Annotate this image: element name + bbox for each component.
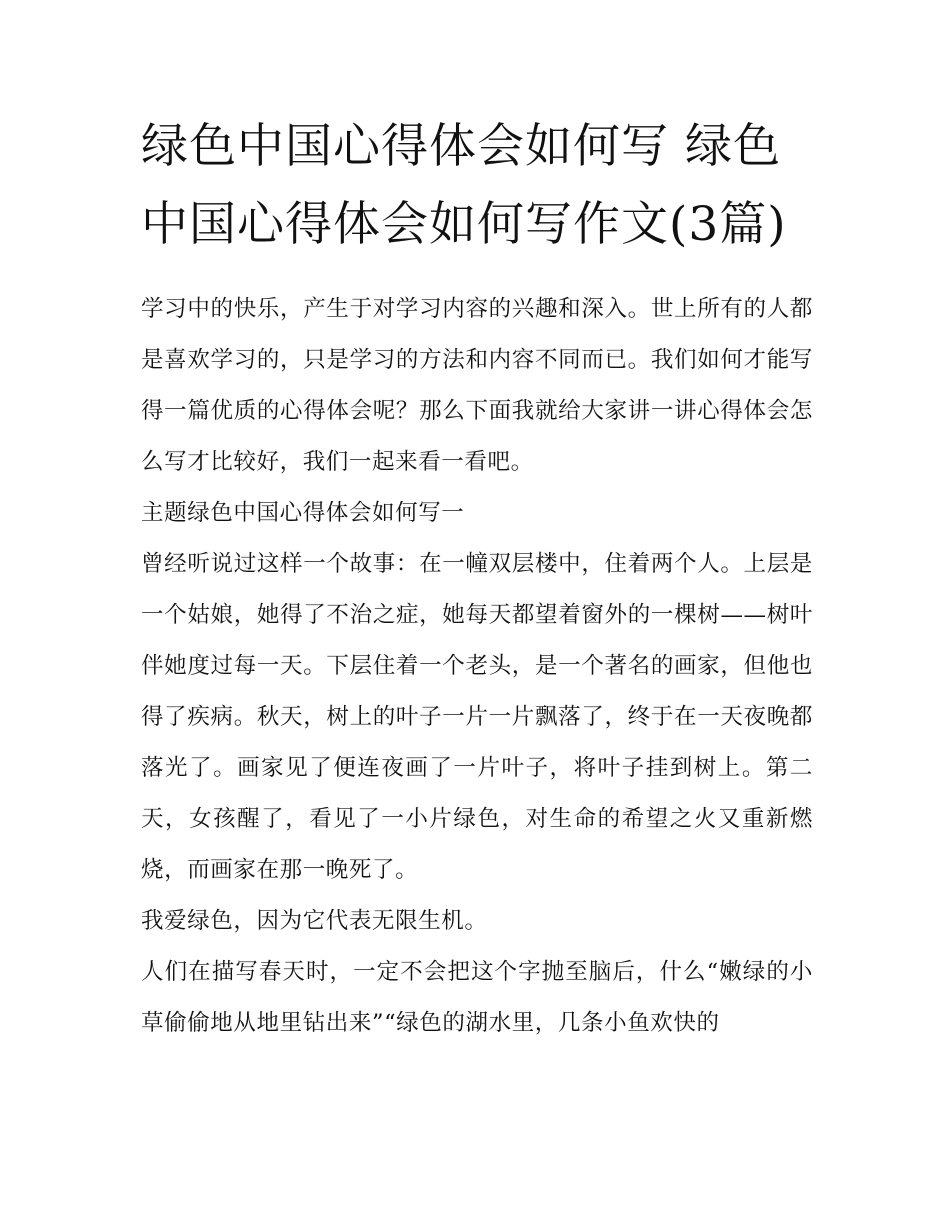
body-paragraph: 我爱绿色，因为它代表无限生机。 (141, 908, 488, 934)
story-paragraph: 曾经听说过这样一个故事：在一幢双层楼中，住着两个人。上层是一个姑娘，她得了不治之症，她每天都望着窗外的一棵树——树叶伴她度过每一天。下层住着一个老头，是一个著名的画家，但他也得了疾病。秋天，树上的叶子一片一片飘落了，终于在一天夜晚都落光了。画家见了便连夜画了一片叶子，将叶子挂到树上。第二天，女孩醒了，看见了一小片绿色，对生命的希望之火又重新燃烧，而画家在那一晚死了。 (141, 551, 813, 883)
intro-paragraph: 学习中的快乐，产生于对学习内容的兴趣和深入。世上所有的人都是喜欢学习的，只是学习的方法和内容不同而已。我们如何才能写得一篇优质的心得体会呢？那么下面我就给大家讲一讲心得体会怎么写才比较好，我们一起来看一看吧。 (141, 296, 813, 475)
section-heading: 主题绿色中国心得体会如何写一 (141, 500, 465, 526)
body-paragraph: 人们在描写春天时，一定不会把这个字抛至脑后，什么“嫩绿的小草偷偷地从地里钻出来”“绿色的湖水里，几条小鱼欢快的 (141, 959, 813, 1036)
document-title: 绿色中国心得体会如何写 绿色中国心得体会如何写作文(3篇) (141, 119, 787, 252)
document-body (141, 108, 813, 1049)
